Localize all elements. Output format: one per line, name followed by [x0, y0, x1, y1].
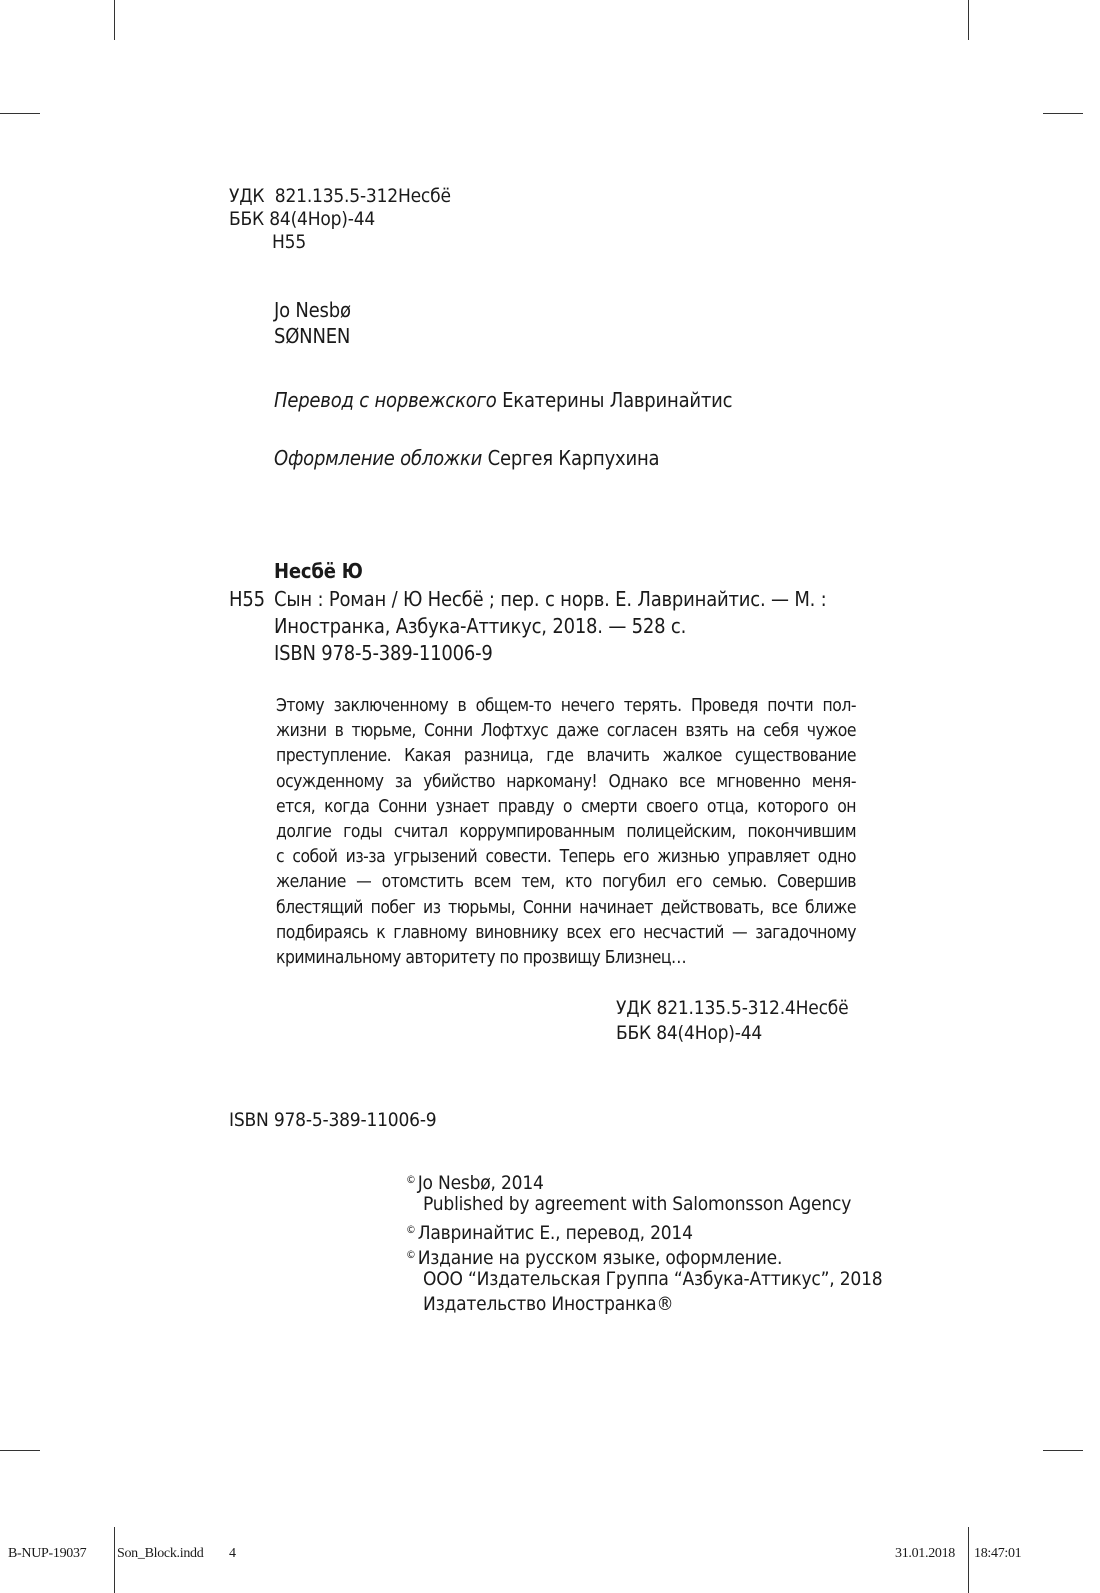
slug-file-part1: B-NUP-19037 [8, 1546, 87, 1561]
annotation-line: осужденному за убийство наркоману! Однако все мгновенно меня- [276, 771, 856, 792]
copyright-line-2: Published by agreement with Salomonsson Agency [423, 1193, 852, 1215]
crop-mark-bottom-left-horizontal [0, 1450, 40, 1451]
bib-mark: Н55 [229, 587, 265, 611]
copyright-line-5: ООО “Издательская Группа “Азбука-Аттикус”, 2018 [423, 1268, 883, 1290]
bbk-label: ББК [229, 208, 264, 230]
crop-mark-top-left-vertical [114, 0, 115, 40]
crop-mark-bottom-right-horizontal [1043, 1450, 1083, 1451]
isbn-main: ISBN 978-5-389-11006-9 [229, 1109, 437, 1131]
annotation-line: ется, когда Сонни узнает правду о смерти своего отца, которого он [276, 796, 856, 817]
slug-page: 4 [229, 1546, 236, 1561]
author-mark: Н55 [272, 231, 307, 253]
copyright-text: Jo Nesbø, 2014 [417, 1172, 544, 1194]
copyright-symbol: © [406, 1223, 416, 1236]
slug-date: 31.01.2018 [895, 1546, 956, 1561]
udk-value: 821.135.5-312Несбё [274, 185, 451, 207]
bib-line-2: Иностранка, Азбука-Аттикус, 2018. — 528 с. [274, 614, 687, 638]
slug-time: 18:47:01 [974, 1546, 1022, 1561]
udk-line [229, 184, 451, 209]
bbk-line [229, 207, 375, 232]
annotation-line: жизни в тюрьме, Сонни Лофтхус даже согласен взять на себя чужое [276, 721, 856, 742]
annotation-line: преступление. Какая разница, где влачить жалкое существование [276, 746, 856, 767]
bbk-value: 84(4Нор)-44 [269, 208, 376, 230]
annotation-line: криминальному авторитету по прозвищу Близнец… [276, 948, 687, 969]
bib-heading: Несбё Ю [274, 559, 363, 583]
annotation-line: долгие годы считал коррумпированным полицейским, покончившим [276, 822, 856, 843]
copyright-text: Лавринайтис Е., перевод, 2014 [417, 1222, 693, 1244]
crop-mark-top-right-horizontal [1043, 113, 1083, 114]
copyright-line-6: Издательство Иностранка® [423, 1293, 674, 1315]
udk-right: УДК 821.135.5-312.4Несбё [616, 997, 849, 1019]
annotation-line: Этому заключенному в общем-то нечего терять. Проведя почти пол- [276, 696, 856, 716]
crop-mark-top-left-horizontal [0, 113, 40, 114]
annotation-line: подбираясь к главному виновнику всех его несчастий — загадочному [276, 922, 856, 943]
original-author: Jo Nesbø [274, 298, 351, 322]
copyright-symbol: © [406, 1248, 416, 1261]
translator-name: Екатерины Лавринайтис [502, 388, 733, 412]
crop-mark-bottom-right-vertical [968, 1527, 969, 1593]
cover-prefix: Оформление обложки [274, 446, 483, 470]
annotation-paragraph [276, 694, 856, 971]
udk-label: УДК [229, 185, 265, 207]
annotation-line: блестящий побег из тюрьмы, Сонни начинает действовать, все ближе [276, 897, 856, 918]
crop-mark-bottom-left-vertical [114, 1527, 115, 1593]
slug-file-part2: Son_Block.indd [117, 1546, 204, 1561]
translation-prefix: Перевод с норвежского [274, 388, 497, 412]
bbk-right: ББК 84(4Нор)-44 [616, 1022, 763, 1044]
annotation-line: желание — отомстить всем тем, кто погубил его семью. Совершив [276, 872, 856, 893]
bib-isbn: ISBN 978-5-389-11006-9 [274, 641, 493, 665]
crop-mark-top-right-vertical [968, 0, 969, 40]
annotation-line: с собой из-за угрызений совести. Теперь его жизнью управляет одно [276, 847, 856, 868]
cover-credit [274, 446, 659, 471]
bib-line-1: Сын : Роман / Ю Несбё ; пер. с норв. Е. Лавринайтис. — М. : [274, 587, 827, 611]
translation-credit [274, 388, 732, 413]
copyright-text: Издание на русском языке, оформление. [417, 1247, 783, 1269]
original-title: SØNNEN [274, 324, 351, 348]
cover-designer-name: Сергея Карпухина [487, 446, 660, 470]
copyright-symbol: © [406, 1173, 416, 1186]
